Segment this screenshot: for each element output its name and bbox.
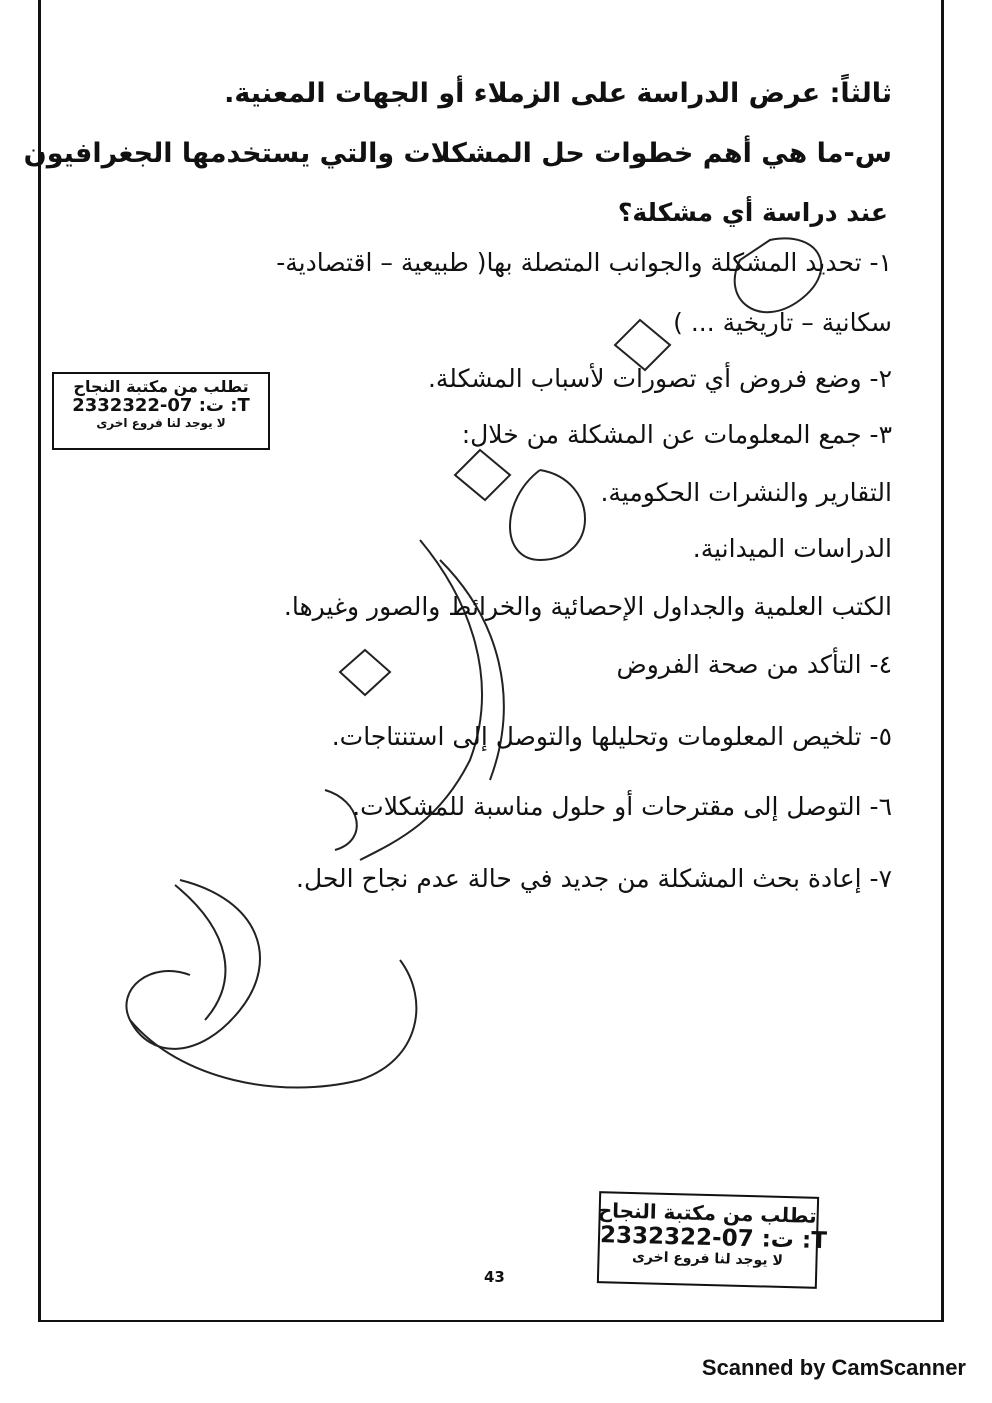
library-stamp-bottom <box>597 1191 828 1289</box>
scanner-footer: Scanned by CamScanner <box>701 1355 966 1380</box>
step-3-item-field-studies: الدراسات الميدانية. <box>692 534 892 563</box>
page-number: 43 <box>484 1268 505 1286</box>
step-5: ٥- تلخيص المعلومات وتحليلها والتوصل إلى استنتاجات. <box>331 722 892 751</box>
step-2: ٢- وضع فروض أي تصورات لأسباب المشكلة. <box>427 364 892 393</box>
stamp-note: لا يوجد لنا فروع اخرى <box>631 1249 784 1270</box>
question-line-1: س-ما هي أهم خطوات حل المشكلات والتي يستخدمها الجغرافيون <box>23 138 892 169</box>
library-stamp <box>52 372 270 450</box>
step-1-line-1: ١- تحديد المشكلة والجوانب المتصلة بها( طبيعية – اقتصادية- <box>276 248 892 277</box>
step-3-item-books: الكتب العلمية والجداول الإحصائية والخرائط والصور وغيرها. <box>283 592 892 621</box>
step-1-line-2: سكانية – تاريخية ... ) <box>673 308 892 337</box>
stamp-library-name: تطلب من مكتبة النجاح <box>597 1198 817 1228</box>
step-3-item-reports: التقارير والنشرات الحكومية. <box>600 478 892 507</box>
step-4: ٤- التأكد من صحة الفروض <box>616 650 892 679</box>
step-6: ٦- التوصل إلى مقترحات أو حلول مناسبة للمشكلات. <box>352 792 892 821</box>
section-heading: ثالثاً: عرض الدراسة على الزملاء أو الجهات المعنية. <box>224 78 892 109</box>
step-7: ٧- إعادة بحث المشكلة من جديد في حالة عدم نجاح الحل. <box>296 864 892 893</box>
stamp-library-name: تطلب من مكتبة النجاح <box>73 377 249 396</box>
stamp-note: لا يوجد لنا فروع اخرى <box>96 416 226 431</box>
stamp-phone: ت: 07-2332322 :T <box>72 395 250 417</box>
question-line-2: عند دراسة أي مشكلة؟ <box>617 198 888 227</box>
step-3: ٣- جمع المعلومات عن المشكلة من خلال: <box>461 420 892 449</box>
stamp-phone: ت: 07-2332322 :T <box>599 1222 828 1255</box>
